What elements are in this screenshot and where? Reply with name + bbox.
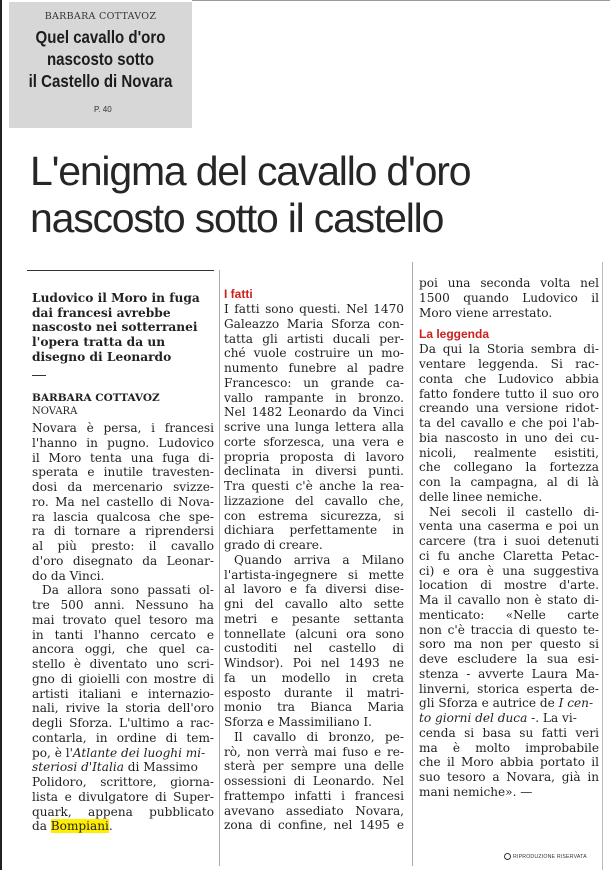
book-title: steriosi d'Italia [32,760,124,775]
text-line: Tra questi c'è anche la rea- [224,479,404,493]
book-title: I cen- [558,696,594,711]
subhead-line: disegno di Leonardo [32,349,172,364]
teaser-box[interactable] [9,2,192,128]
text-line: nali, rivive la storia dell'oro [32,701,214,716]
text-line: linverni, storica esperta de- [419,681,599,696]
text-line: Nel 1482 Leonardo da Vinci [224,405,404,420]
text-line: carcere (tra i suoi detenuti [419,534,599,548]
text-line: ro. Ma nel castello di Nova- [32,494,214,509]
text-line: Da allora sono passati ol- [42,583,214,598]
teaser-title-line: nascosto sotto [46,49,155,69]
text-line: metri e pesante settanta [224,611,404,626]
column-divider [219,270,220,866]
text-line: l'artista-ingegnere si mette [224,567,404,582]
section-heading: La leggenda [419,327,490,342]
text-line: rò, non verrà mai fuso e re- [224,744,404,759]
text-line: soro ma non per questo si [419,637,599,652]
column-divider [412,262,413,866]
text-line [32,760,214,775]
text-line: mai trovato quel tesoro ma [32,612,214,627]
text-line: tre 500 anni. Nessuno ha [32,598,214,612]
text-line: Il cavallo di bronzo, pe- [234,729,404,744]
text-line: corte sforzesca, una vera e [224,434,404,449]
text-line: ra di tornare a riprendersi [32,524,214,539]
text-line: ta del cavallo e che poi l'ab- [419,416,599,430]
text-line: dichiara perfettamente in [224,523,404,538]
text-line: deve escludere la sua esi- [419,652,599,666]
text-line: fatto fondere tutto il suo oro [419,386,599,401]
text-line: stello è diventato uno scri- [32,657,214,671]
teaser-author: BARBARA COTTAVOZ [44,11,157,22]
text-line: lista e divulgatore di Super- [32,789,214,804]
subhead-line: dai francesi avrebbe [32,305,171,320]
text-run: da [32,819,51,834]
text-line: tatta gli artisti ducali per- [224,331,404,346]
text-line: declinata in diversi punti. [224,464,404,479]
text-line: Windsor). Poi nel 1493 ne [224,656,404,670]
text-line: con estrema sicurezza, si [224,508,404,523]
text-line: grado di creare. [224,538,323,552]
text-line: zona di confine, nel 1495 e [224,818,404,833]
text-line: propria proposta di lavoro [224,449,404,464]
text-line: Moro viene arrestato. [419,305,553,320]
page-left-edge [0,0,2,870]
text-line: con la campagna, al di là [419,475,599,489]
page-right-edge [602,262,603,870]
text-line: location di mostre d'arte. [419,578,599,593]
text-line: contarla, in ordine di tem- [32,730,214,745]
text-line: al lavoro e fa diversi dise- [224,582,404,597]
book-title: Atlante dei luoghi mi- [72,745,206,760]
text-line: esposto durante il matri- [224,685,404,700]
text-line: scrive una lunga lettera alla [224,420,404,434]
book-title: to giorni del duca [419,711,528,725]
text-line: gni del cavallo alto sette [224,597,404,611]
text-line: ossessioni di Leonardo. Nel [224,774,404,788]
text-line: al più presto: il cavallo [32,539,214,553]
text-run: -. La vi- [527,711,577,725]
text-line: artisti italiani e internazio- [32,686,214,701]
text-line: quark, appena pubblicato [32,804,214,819]
text-line: nicoli, realmente esistiti, [419,445,599,460]
text-line: che il Moro abbia portato il [419,755,599,770]
text-line: Ma il cavallo non è stato di- [419,593,599,607]
dateline: NOVARA [32,406,78,417]
page-top-edge [192,0,610,1]
text-line: d'oro disegnato da Leonar- [32,553,214,568]
text-line: do da Vinci. [32,568,105,583]
headline-line: L'enigma del cavallo d'oro [30,148,471,194]
article-column-3 [419,276,599,800]
text-line: Francesco: un grande ca- [224,375,404,390]
article-headline [30,148,590,242]
teaser-title [22,26,179,92]
article-subhead [32,291,212,365]
text-run: gli Sforza e autrice de [419,696,559,711]
text-line: sperata e inutile travesten- [32,465,214,480]
article-column-1 [32,421,214,834]
text-line: l'hanno in pugno. Ludovico [32,435,214,450]
text-line: conta che Ludovico abbia [419,371,599,386]
text-line: ché vuole costruire un mo- [224,346,404,361]
text-line: avevano assediato Novara, [224,803,404,818]
text-line: mani nemiche». — [419,784,533,799]
text-line: ventare leggenda. Si rac- [419,357,599,371]
text-line: creando una versione ridot- [419,401,599,416]
text-line: cenda si basa su fatti veri [419,725,599,740]
copyright-notice [504,853,587,860]
text-line: Novara è persa, i francesi [32,421,214,435]
text-line: Sforza e Massimiliano I. [224,715,372,729]
text-line: stenza - avverte Laura Ma- [419,666,599,681]
text-line: fa un modello in creta [224,670,404,685]
byline: BARBARA COTTAVOZ [32,392,160,404]
copyright-text: RIPRODUZIONE RISERVATA [513,853,587,860]
text-line: Galeazzo Maria Sforza con- [224,316,404,331]
subhead-line: l'opera tratta da un [32,335,166,350]
text-line: che collegano la fortezza [419,460,599,475]
text-line: custoditi nel castello di [224,641,404,656]
text-line: poi una seconda volta nel [419,276,599,290]
subhead-line: nascosto nei sotterranei [32,320,198,335]
text-line: sterà per sempre una delle [224,759,404,774]
text-line: numento funebre al padre [224,361,404,375]
text-line [32,746,214,761]
teaser-title-line: il Castello di Novara [28,71,173,91]
text-line: degli Sforza. L'ultimo a rac- [32,716,214,730]
article-column-2 [224,287,404,833]
text-line: dosi da mercenario svizze- [32,480,214,494]
text-line: vallo rampante in bronzo. [224,390,404,405]
text-line: delle linee nemiche. [419,489,543,504]
subhead-rule [32,375,46,376]
section-heading: I fatti [224,287,253,301]
text-line: 1500 quando Ludovico il [419,290,599,305]
text-line: ma è molto improbabile [419,740,599,755]
text-line: I fatti sono questi. Nel 1470 [224,302,404,316]
highlighted-publisher: Bompiani [50,819,109,834]
text-line [32,819,214,834]
text-run: . [108,819,113,834]
text-line: Nei secoli il castello di- [429,504,599,519]
text-run: po, è l' [32,745,73,760]
text-run: di Massimo [123,760,198,775]
text-line: Quando arriva a Milano [234,552,404,567]
text-line: menticato: «Nelle carte [419,607,599,622]
text-line: venta una caserma e poi un [419,519,599,534]
text-line: ci) e ora è una suggestiva [419,563,599,578]
text-line: ci fu anche Claretta Petac- [419,548,599,563]
copyright-icon [504,853,511,860]
text-line: monio tra Bianca Maria [224,700,404,715]
text-line: gno di gioielli con mostre di [32,671,214,686]
text-line: lizzazione del cavallo che, [224,493,404,508]
text-line: il Moro tenta una fuga di- [32,450,214,465]
text-line: Da qui la Storia sembra di- [419,342,599,357]
text-line: tonnellate (alcuni ora sono [224,626,404,641]
text-line: Polidoro, scrittore, giorna- [32,775,214,789]
subhead-line: Ludovico il Moro in fuga [32,291,200,305]
text-line [419,696,599,711]
text-line: bia nascosto in uno dei cu- [419,430,599,445]
text-line [419,711,599,726]
text-line: in tanti l'hanno cercato e [32,627,214,642]
headline-line: nascosto sotto il castello [30,195,444,241]
text-line: ancora oggi, che quel ca- [32,642,214,657]
teaser-title-line: Quel cavallo d'oro [35,27,166,47]
text-line: frattempo infatti i francesi [224,788,404,803]
text-line: non c'è traccia di questo te- [419,622,599,637]
teaser-page-ref: P. 40 [94,105,112,114]
text-line: suo tesoro a Novara, già in [419,770,599,784]
text-line: ra lascia qualcosa che spe- [32,509,214,524]
column-top-rule [27,270,214,271]
